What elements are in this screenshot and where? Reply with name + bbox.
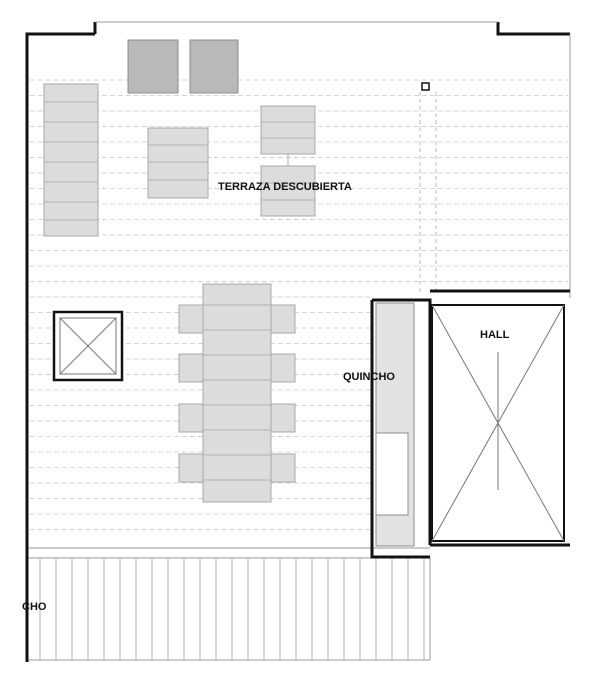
quincho (372, 300, 430, 557)
terrace-label: TERRAZA DESCUBIERTA (218, 181, 352, 193)
lower-room-label: CHO (22, 601, 47, 613)
quincho-label: QUINCHO (343, 371, 395, 383)
terrace-edge (420, 83, 436, 292)
planter-left (128, 40, 178, 93)
sun-loungers (261, 106, 315, 216)
dining-table (179, 284, 295, 502)
planter-right (190, 40, 238, 93)
side-table (148, 128, 208, 198)
skylight (54, 312, 122, 380)
planters (128, 40, 238, 93)
lounge-bench (44, 84, 98, 236)
hall-label: HALL (480, 329, 510, 341)
column-marker (422, 83, 429, 90)
pergola-slats (40, 558, 424, 660)
lower-pergola (27, 548, 430, 660)
